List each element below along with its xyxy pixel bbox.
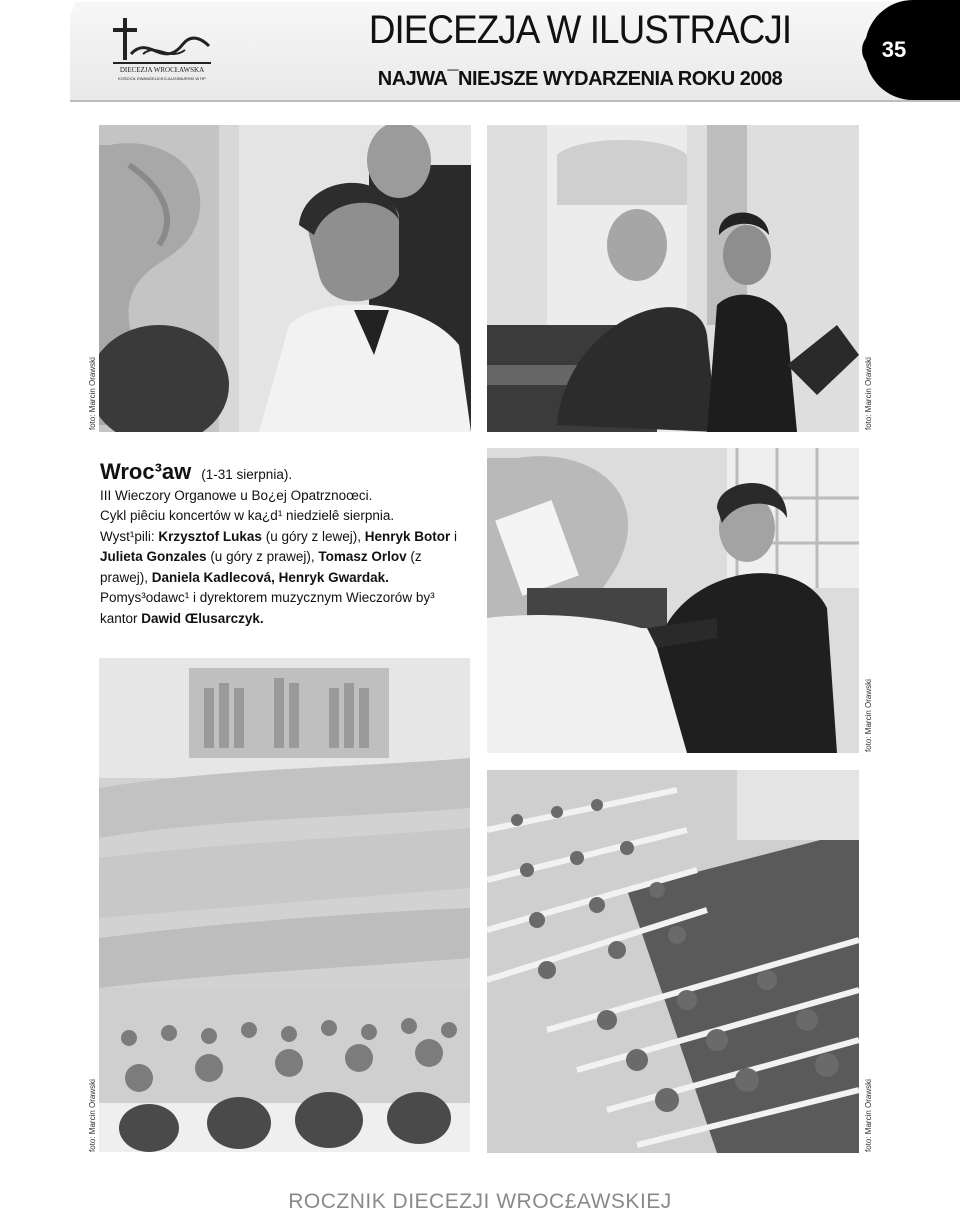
city-name: Wroc³aw xyxy=(100,459,192,484)
photo-church-interior xyxy=(99,658,470,1152)
article-line-2: Cykl piêciu koncertów w ka¿d¹ niedzielê sierpnia. xyxy=(100,508,395,523)
photo-credit: foto: Marcin Orawski xyxy=(864,1079,873,1152)
svg-text:KOŚCIOŁ EWANGELICKO-AUGSBURSKI: KOŚCIOŁ EWANGELICKO-AUGSBURSKI W RP xyxy=(118,76,206,81)
photo-audience-pews xyxy=(487,770,859,1153)
article-line-1: III Wieczory Organowe u Bo¿ej Opatrznoœci. xyxy=(100,487,373,503)
performer-note: (u góry z prawej), xyxy=(210,549,315,564)
performer-name: Henryk Botor xyxy=(364,528,451,544)
performers-intro: Wyst¹pili: xyxy=(100,528,155,544)
svg-text:DIECEZJA WROCŁAWSKA: DIECEZJA WROCŁAWSKA xyxy=(119,66,205,74)
photo-credit: foto: Marcin Orawski xyxy=(88,1079,97,1152)
page-number: 35 xyxy=(862,30,926,70)
performer-note: (u góry z lewej), xyxy=(265,528,361,544)
footer-title: ROCZNIK DIECEZJI WROC£AWSKIEJ xyxy=(288,1190,672,1213)
performer-name: Julieta Gonzales xyxy=(100,549,207,564)
event-dates: (1-31 sierpnia). xyxy=(201,467,293,482)
photo-organist-lukas xyxy=(99,125,471,432)
conjunction: i xyxy=(454,528,458,544)
diocese-logo xyxy=(105,14,215,84)
organizer-name: Dawid Œlusarczyk. xyxy=(141,610,264,626)
page-subtitle: NAJWA¯NIEJSZE WYDARZENIA ROKU 2008 xyxy=(377,68,783,90)
city-line xyxy=(100,459,472,486)
organizer-paragraph xyxy=(100,588,472,629)
photo-credit: foto: Marcin Orawski xyxy=(88,357,97,430)
photo-credit: foto: Marcin Orawski xyxy=(864,679,873,752)
article-text xyxy=(100,459,472,629)
photo-credit: foto: Marcin Orawski xyxy=(864,357,873,430)
photo-organist-orlov xyxy=(487,448,859,753)
performer-name: Daniela Kadlecová, Henryk Gwardak. xyxy=(151,569,389,585)
organizer-text: Pomys³odawc¹ i dyrektorem muzycznym Wieczorów by³ kantor xyxy=(100,590,435,626)
photo-organist-and-singer xyxy=(487,125,859,432)
performer-name: Tomasz Orlov xyxy=(318,549,407,564)
page-title: DIECEZJA W ILUSTRACJI xyxy=(368,8,792,52)
performer-name: Krzysztof Lukas xyxy=(158,528,262,544)
performers-paragraph xyxy=(100,527,472,589)
performer-note: (z prawej), xyxy=(100,549,422,585)
